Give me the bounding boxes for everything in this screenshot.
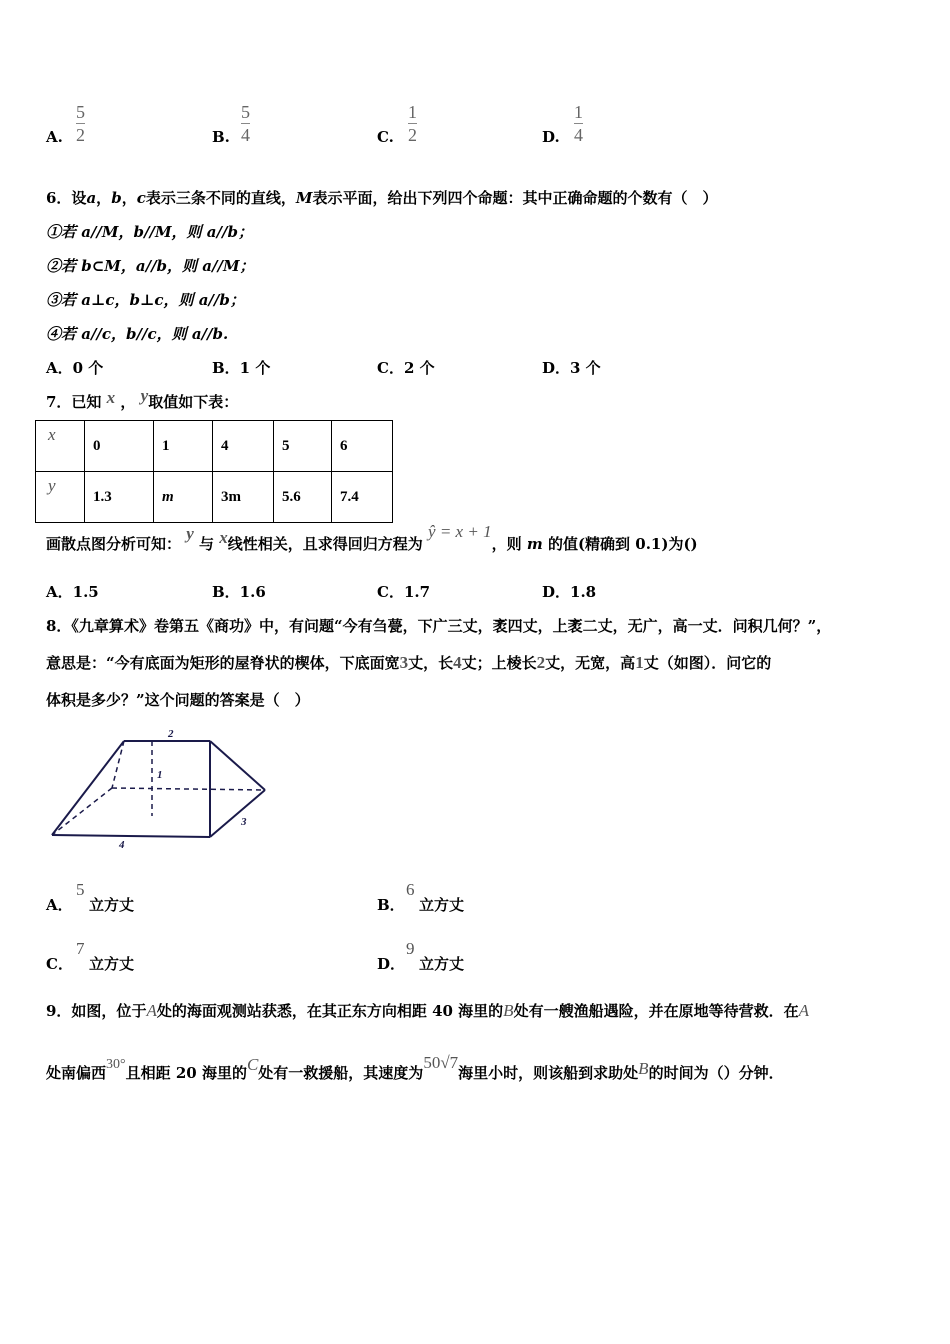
q7-value-table — [35, 420, 393, 523]
table-cell: 4 — [213, 421, 274, 472]
table-y-label: y — [36, 472, 85, 523]
q8-option-c-unit: 立方丈 — [89, 955, 135, 973]
q8-option-a-label: A． — [46, 896, 73, 914]
q5-option-a-fraction: 5 2 — [76, 102, 85, 145]
q9-line-1: 9．如图，位于A处的海面观测站获悉，在其正东方向相距 40 海里的B处有一艘渔船遇险，并在原地等待营救．在A — [46, 1001, 809, 1020]
q6-proposition-2: ②若 b⊂M，a//b，则 a//M； — [46, 257, 255, 275]
q6-proposition-4: ④若 a//c，b//c，则 a//b. — [46, 325, 229, 343]
q5-option-b-fraction: 5 4 — [241, 102, 250, 145]
q5-option-b-label: B. — [212, 128, 230, 146]
q7-option-b: B．1.6 — [212, 583, 266, 601]
figure-label-bottom: 4 — [119, 839, 125, 851]
table-cell: 1 — [154, 421, 213, 472]
q8-option-a-value: 5 — [76, 880, 85, 899]
q8-option-b-unit: 立方丈 — [419, 896, 465, 914]
q8-option-b-label: B． — [377, 896, 405, 914]
figure-label-top: 2 — [168, 728, 174, 740]
figure-label-side: 3 — [241, 816, 247, 828]
q6-option-d: D．3 个 — [542, 359, 601, 377]
wedge-hidden-edges — [52, 741, 265, 835]
q6-option-a: A．0 个 — [46, 359, 104, 377]
q8-option-a-unit: 立方丈 — [89, 896, 135, 914]
q8-option-d-value: 9 — [406, 939, 415, 958]
q7-option-d: D．1.8 — [542, 583, 597, 601]
q7-stem: 7．已知 x ， y取值如下表： — [46, 386, 239, 411]
q8-option-c-label: C． — [46, 955, 73, 973]
table-row — [36, 472, 393, 523]
q5-option-c-fraction: 1 2 — [408, 102, 417, 145]
table-cell: 6 — [332, 421, 393, 472]
q8-line-3: 体积是多少？”这个问题的答案是（ ） — [46, 691, 310, 709]
q6-proposition-3: ③若 a⊥c，b⊥c，则 a//b； — [46, 291, 245, 309]
table-cell: 5.6 — [274, 472, 332, 523]
q8-option-c-value: 7 — [76, 939, 85, 958]
q9-line-2: 处南偏西30°且相距 20 海里的C处有一救援船，其速度为50√7海里小时，则该船到求助处B的时间为（）分钟． — [46, 1053, 784, 1082]
q7-option-c: C．1.7 — [377, 583, 431, 601]
speed-value: 50√7 — [423, 1053, 459, 1072]
table-x-label: x — [36, 421, 85, 472]
q6-stem: 6．设a，b，c表示三条不同的直线，M表示平面，给出下列四个命题：其中正确命题的个数有（ ） — [46, 189, 718, 207]
q6-option-c: C．2 个 — [377, 359, 435, 377]
figure-label-height: 1 — [157, 769, 163, 781]
q5-option-d-fraction: 1 4 — [574, 102, 583, 145]
q8-line-1: 8．《九章算术》卷第五《商功》中，有问题“今有刍甍，下广三丈，袤四丈，上袤二丈，无广，高一丈．问积几何？”， — [46, 617, 832, 635]
table-cell: 5 — [274, 421, 332, 472]
regression-equation: ŷ = x + 1 — [428, 522, 492, 541]
q7-regression-line: 画散点图分析可知： y 与 x线性相关，且求得回归方程为 ŷ = x + 1，则 m 的值(精确到 0.1)为() — [46, 522, 698, 553]
q6-proposition-1: ①若 a//M，b//M，则 a//b； — [46, 223, 253, 241]
q5-option-d-label: D. — [542, 128, 560, 146]
table-cell: 0 — [85, 421, 154, 472]
q5-option-c-label: C. — [377, 128, 394, 146]
table-cell: m — [154, 472, 213, 523]
q7-option-a: A．1.5 — [46, 583, 99, 601]
table-row — [36, 421, 393, 472]
q8-option-d-label: D． — [377, 955, 406, 973]
q5-option-a-label: A. — [46, 128, 63, 146]
table-cell: 3m — [213, 472, 274, 523]
q8-line-2: 意思是：“今有底面为矩形的屋脊状的楔体，下底面宽3丈，长4丈；上棱长2丈，无宽，高1丈（如图）．问它的 — [46, 653, 772, 672]
q8-option-d-unit: 立方丈 — [419, 955, 465, 973]
table-cell: 7.4 — [332, 472, 393, 523]
table-cell: 1.3 — [85, 472, 154, 523]
q8-option-b-value: 6 — [406, 880, 415, 899]
q6-option-b: B．1 个 — [212, 359, 271, 377]
wedge-figure — [40, 722, 280, 852]
